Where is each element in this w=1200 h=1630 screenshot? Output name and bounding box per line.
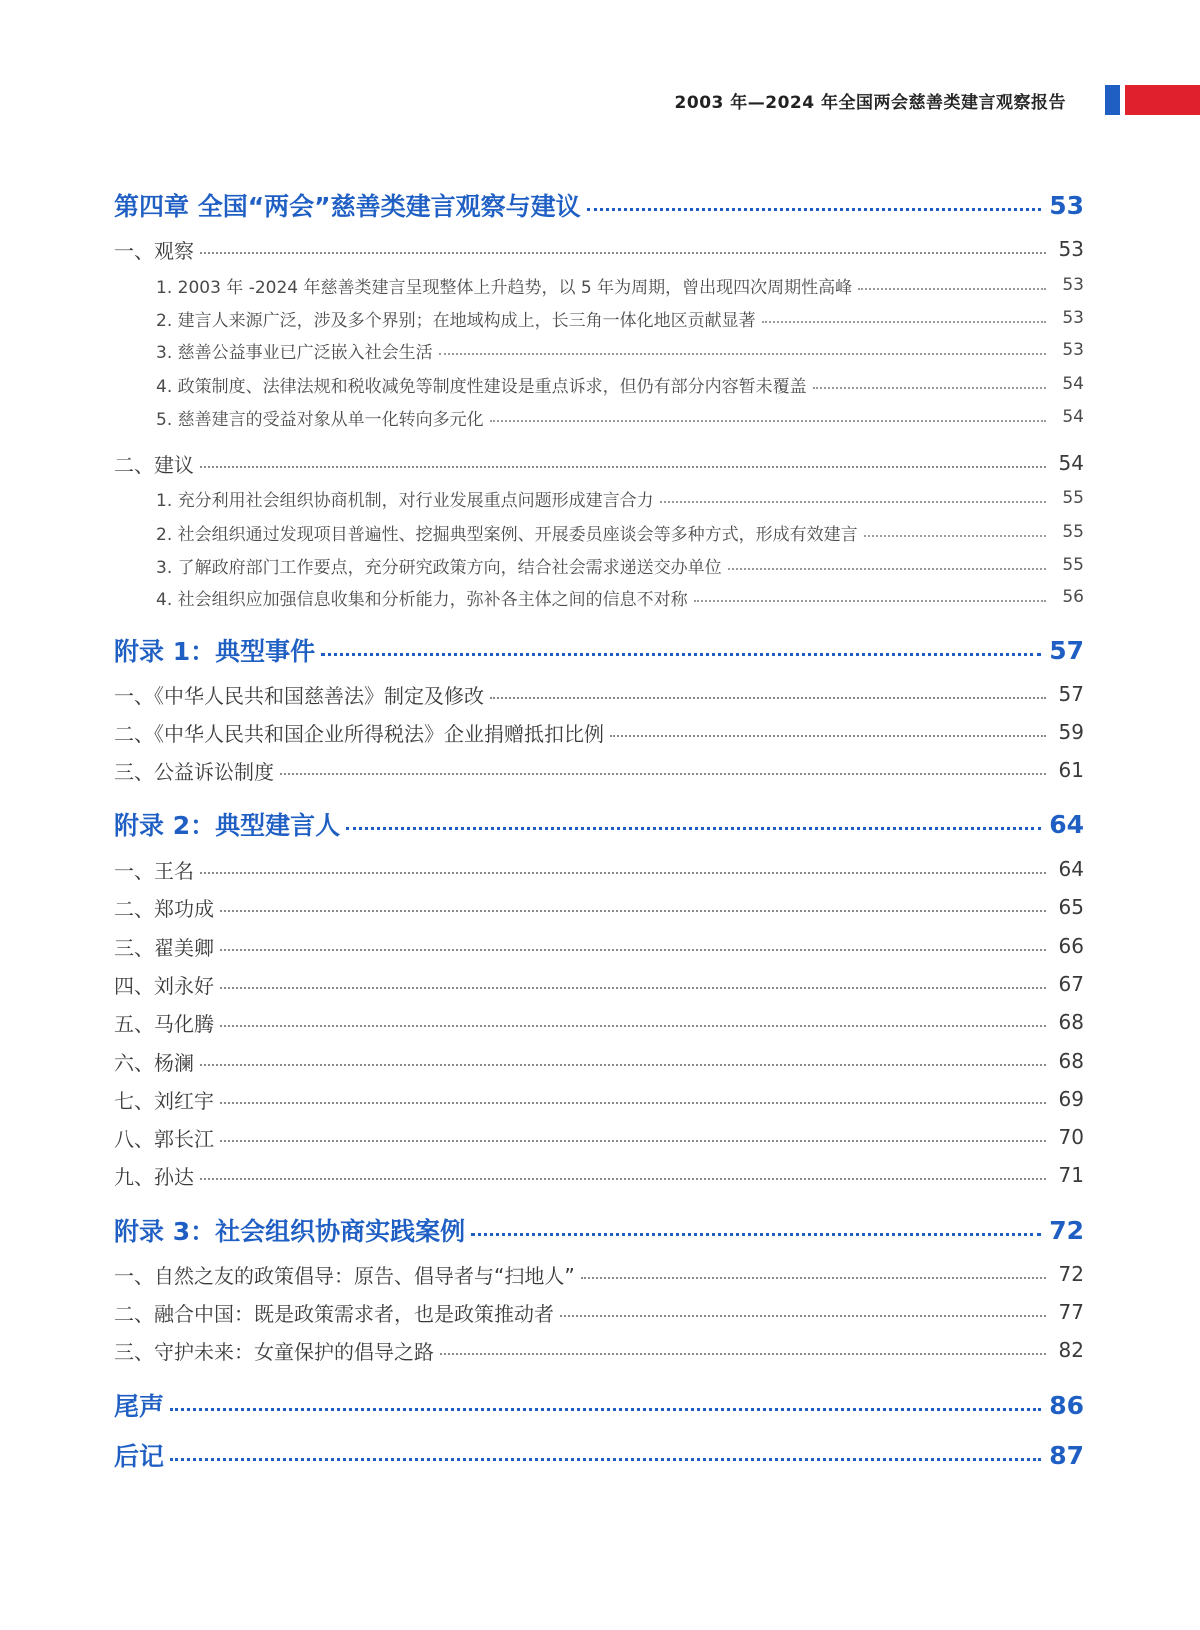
dot-leader bbox=[610, 735, 1046, 737]
toc-entry-label: 附录 1：典型事件 bbox=[114, 637, 316, 666]
toc-entry-label: 四、刘永好 bbox=[114, 973, 214, 998]
toc-page-number: 71 bbox=[1058, 1163, 1084, 1187]
toc-page-number: 57 bbox=[1049, 635, 1084, 665]
toc-page-number: 57 bbox=[1058, 682, 1084, 706]
toc-section-entry[interactable] bbox=[114, 1086, 1084, 1112]
toc-page-number: 53 bbox=[1058, 237, 1084, 261]
toc-page-number: 72 bbox=[1049, 1215, 1084, 1245]
toc-section-entry[interactable] bbox=[114, 933, 1084, 959]
toc-subsection-entry[interactable] bbox=[114, 372, 1084, 396]
toc-page-number: 68 bbox=[1058, 1010, 1084, 1034]
toc-page-number: 72 bbox=[1058, 1262, 1084, 1286]
toc-section-entry[interactable] bbox=[114, 1124, 1084, 1150]
toc-subsection-entry[interactable] bbox=[114, 338, 1084, 362]
toc-entry-label: 三、公益诉讼制度 bbox=[114, 759, 274, 784]
toc-entry-label: 尾声 bbox=[114, 1392, 165, 1421]
toc-section-entry[interactable] bbox=[114, 1337, 1084, 1363]
toc-page-number: 54 bbox=[1058, 451, 1084, 475]
toc-page-number: 82 bbox=[1058, 1338, 1084, 1362]
toc-page-number: 87 bbox=[1049, 1440, 1084, 1470]
toc-subsection-entry[interactable] bbox=[114, 486, 1084, 510]
dot-leader bbox=[220, 987, 1046, 989]
dot-leader bbox=[762, 321, 1046, 323]
toc-page-number: 53 bbox=[1062, 308, 1084, 328]
dot-leader bbox=[170, 1458, 1041, 1461]
toc-entry-label: 5. 慈善建言的受益对象从单一化转向多元化 bbox=[156, 409, 484, 430]
toc-chapter-entry[interactable] bbox=[114, 807, 1084, 841]
toc-page-number: 68 bbox=[1058, 1049, 1084, 1073]
toc-entry-label: 三、守护未来：女童保护的倡导之路 bbox=[114, 1339, 434, 1364]
toc-section-entry[interactable] bbox=[114, 236, 1084, 262]
toc-section-entry[interactable] bbox=[114, 681, 1084, 707]
toc-entry-label: 二、《中华人民共和国企业所得税法》企业捐赠抵扣比例 bbox=[114, 721, 604, 746]
toc-section-entry[interactable] bbox=[114, 1299, 1084, 1325]
toc-page-number: 59 bbox=[1058, 720, 1084, 744]
toc-chapter-entry[interactable] bbox=[114, 1213, 1084, 1247]
toc-entry-label: 五、马化腾 bbox=[114, 1011, 214, 1036]
toc-entry-label: 第四章 全国“两会”慈善类建言观察与建议 bbox=[114, 192, 581, 221]
dot-leader bbox=[864, 535, 1046, 537]
toc-subsection-entry[interactable] bbox=[114, 520, 1084, 544]
toc-entry-label: 3. 了解政府部门工作要点，充分研究政策方向，结合社会需求递送交办单位 bbox=[156, 557, 722, 578]
dot-leader bbox=[200, 1178, 1046, 1180]
toc-section-entry[interactable] bbox=[114, 894, 1084, 920]
toc-page-number: 54 bbox=[1062, 374, 1084, 394]
dot-leader bbox=[200, 872, 1046, 874]
toc-entry-label: 附录 2：典型建言人 bbox=[114, 811, 341, 840]
toc-subsection-entry[interactable] bbox=[114, 585, 1084, 609]
toc-page-number: 53 bbox=[1062, 340, 1084, 360]
toc-page-number: 61 bbox=[1058, 758, 1084, 782]
toc-subsection-entry[interactable] bbox=[114, 405, 1084, 429]
dot-leader bbox=[220, 1025, 1046, 1027]
dot-leader bbox=[200, 252, 1046, 254]
toc-page-number: 66 bbox=[1058, 934, 1084, 958]
dot-leader bbox=[439, 353, 1046, 355]
dot-leader bbox=[220, 910, 1046, 912]
toc-section-entry[interactable] bbox=[114, 1261, 1084, 1287]
toc-page-number: 55 bbox=[1062, 555, 1084, 575]
dot-leader bbox=[490, 420, 1046, 422]
toc-page-number: 65 bbox=[1058, 895, 1084, 919]
toc-page-number: 69 bbox=[1058, 1087, 1084, 1111]
dot-leader bbox=[440, 1353, 1046, 1355]
dot-leader bbox=[471, 1233, 1041, 1236]
toc-page-number: 77 bbox=[1058, 1300, 1084, 1324]
dot-leader bbox=[858, 288, 1046, 290]
dot-leader bbox=[220, 949, 1046, 951]
toc-entry-label: 4. 政策制度、法律法规和税收减免等制度性建设是重点诉求，但仍有部分内容暂未覆盖 bbox=[156, 376, 807, 397]
dot-leader bbox=[220, 1140, 1046, 1142]
toc-entry-label: 三、翟美卿 bbox=[114, 935, 214, 960]
dot-leader bbox=[587, 208, 1042, 211]
toc-entry-label: 1. 2003 年 -2024 年慈善类建言呈现整体上升趋势，以 5 年为周期，曾出现四次周期性高峰 bbox=[156, 277, 853, 298]
toc-entry-label: 一、观察 bbox=[114, 238, 194, 263]
toc-page-number: 64 bbox=[1058, 857, 1084, 881]
toc-page-number: 70 bbox=[1058, 1125, 1084, 1149]
dot-leader bbox=[728, 568, 1046, 570]
toc-subsection-entry[interactable] bbox=[114, 306, 1084, 330]
header-accent-red bbox=[1125, 85, 1200, 115]
toc-entry-label: 一、《中华人民共和国慈善法》制定及修改 bbox=[114, 683, 484, 708]
toc-chapter-entry[interactable] bbox=[114, 1438, 1084, 1472]
dot-leader bbox=[200, 1064, 1046, 1066]
toc-section-entry[interactable] bbox=[114, 1162, 1084, 1188]
toc-entry-label: 二、郑功成 bbox=[114, 896, 214, 921]
toc-page-number: 53 bbox=[1049, 190, 1084, 220]
toc-section-entry[interactable] bbox=[114, 856, 1084, 882]
toc-page-number: 54 bbox=[1062, 407, 1084, 427]
dot-leader bbox=[581, 1277, 1046, 1279]
toc-chapter-entry[interactable] bbox=[114, 633, 1084, 667]
toc-entry-label: 六、杨澜 bbox=[114, 1050, 194, 1075]
toc-entry-label: 3. 慈善公益事业已广泛嵌入社会生活 bbox=[156, 342, 433, 363]
toc-entry-label: 后记 bbox=[114, 1442, 165, 1471]
report-title: 2003 年—2024 年全国两会慈善类建言观察报告 bbox=[674, 93, 1066, 113]
toc-subsection-entry[interactable] bbox=[114, 553, 1084, 577]
toc-page-number: 55 bbox=[1062, 488, 1084, 508]
toc-section-entry[interactable] bbox=[114, 1048, 1084, 1074]
dot-leader bbox=[200, 466, 1046, 468]
dot-leader bbox=[280, 773, 1046, 775]
dot-leader bbox=[560, 1315, 1046, 1317]
dot-leader bbox=[321, 653, 1041, 656]
toc-entry-label: 4. 社会组织应加强信息收集和分析能力，弥补各主体之间的信息不对称 bbox=[156, 589, 688, 610]
toc-page-number: 56 bbox=[1062, 587, 1084, 607]
toc-page-number: 55 bbox=[1062, 522, 1084, 542]
dot-leader bbox=[346, 827, 1041, 830]
toc-entry-label: 2. 建言人来源广泛，涉及多个界别；在地域构成上，长三角一体化地区贡献显著 bbox=[156, 310, 756, 331]
dot-leader bbox=[813, 387, 1046, 389]
toc-page-number: 64 bbox=[1049, 809, 1084, 839]
toc-section-entry[interactable] bbox=[114, 450, 1084, 476]
toc-entry-label: 九、孙达 bbox=[114, 1164, 194, 1189]
toc-entry-label: 附录 3：社会组织协商实践案例 bbox=[114, 1217, 466, 1246]
toc-entry-label: 一、王名 bbox=[114, 858, 194, 883]
toc-entry-label: 1. 充分利用社会组织协商机制，对行业发展重点问题形成建言合力 bbox=[156, 490, 654, 511]
dot-leader bbox=[170, 1408, 1041, 1411]
toc-chapter-entry[interactable] bbox=[114, 1388, 1084, 1422]
toc-page-number: 67 bbox=[1058, 972, 1084, 996]
toc-section-entry[interactable] bbox=[114, 1009, 1084, 1035]
header-accent-blue bbox=[1105, 85, 1120, 115]
toc-entry-label: 二、建议 bbox=[114, 452, 194, 477]
toc-entry-label: 二、融合中国：既是政策需求者，也是政策推动者 bbox=[114, 1301, 554, 1326]
toc-entry-label: 一、自然之友的政策倡导：原告、倡导者与“扫地人” bbox=[114, 1263, 575, 1288]
toc-section-entry[interactable] bbox=[114, 971, 1084, 997]
toc-section-entry[interactable] bbox=[114, 719, 1084, 745]
toc-page-number: 53 bbox=[1062, 275, 1084, 295]
toc-page-number: 86 bbox=[1049, 1390, 1084, 1420]
dot-leader bbox=[490, 697, 1046, 699]
dot-leader bbox=[220, 1102, 1046, 1104]
toc-entry-label: 八、郭长江 bbox=[114, 1126, 214, 1151]
dot-leader bbox=[694, 600, 1046, 602]
toc-entry-label: 2. 社会组织通过发现项目普遍性、挖掘典型案例、开展委员座谈会等多种方式，形成有效建言 bbox=[156, 524, 858, 545]
toc-section-entry[interactable] bbox=[114, 757, 1084, 783]
toc-chapter-entry[interactable] bbox=[114, 188, 1084, 222]
toc-subsection-entry[interactable] bbox=[114, 273, 1084, 297]
dot-leader bbox=[660, 501, 1046, 503]
toc-entry-label: 七、刘红宇 bbox=[114, 1088, 214, 1113]
